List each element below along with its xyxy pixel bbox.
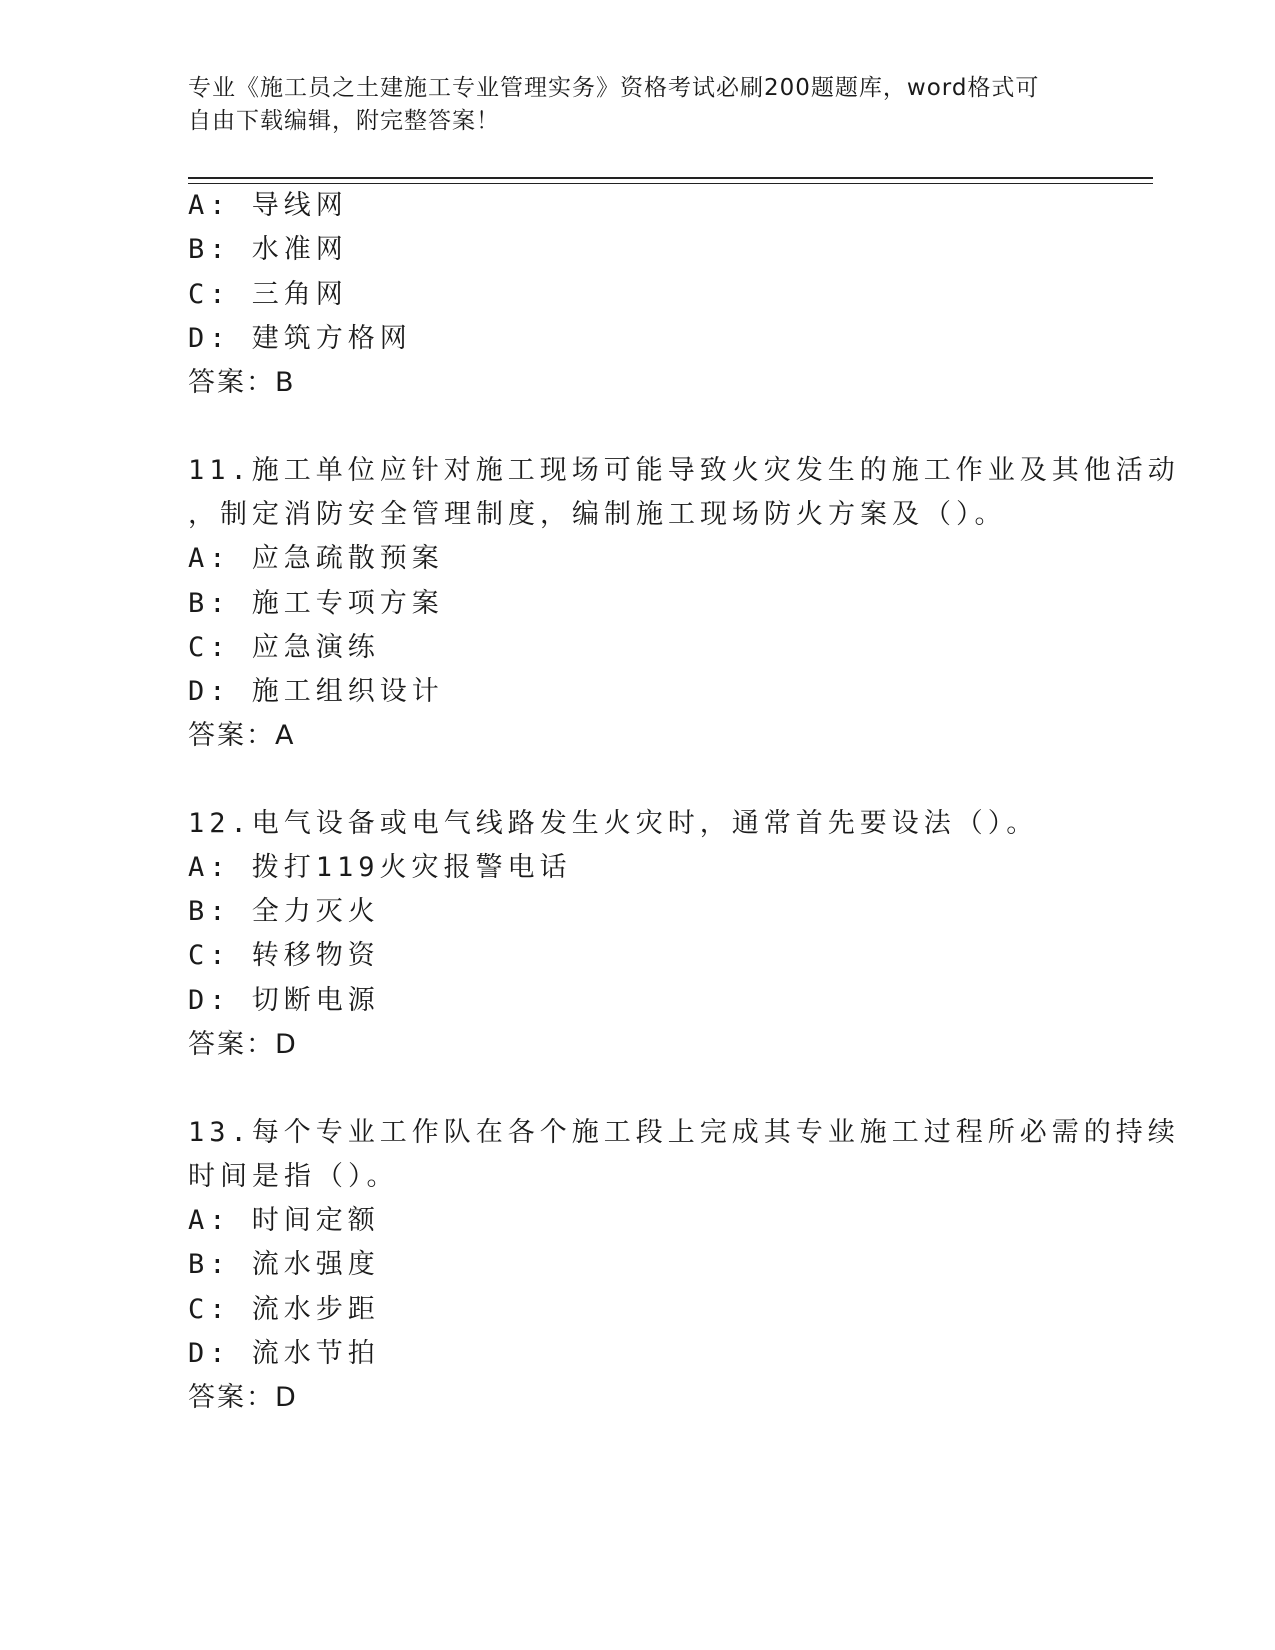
header-rule-thin xyxy=(188,183,1153,184)
q13-answer: 答案：D xyxy=(188,1382,298,1413)
q10-option-b: B: 水准网 xyxy=(188,234,348,265)
q12-option-a: A: 拨打119火灾报警电话 xyxy=(188,852,572,883)
q13-option-b: B: 流水强度 xyxy=(188,1249,380,1280)
q11-answer: 答案：A xyxy=(188,720,296,751)
q11-option-a: A: 应急疏散预案 xyxy=(188,543,444,574)
q11-stem-line-2: ，制定消防安全管理制度，编制施工现场防火方案及（）。 xyxy=(188,499,1007,530)
q13-option-a: A: 时间定额 xyxy=(188,1205,380,1236)
q13-option-d: D: 流水节拍 xyxy=(188,1338,380,1369)
header-rule-thick xyxy=(188,177,1153,179)
q10-option-d: D: 建筑方格网 xyxy=(188,323,412,354)
q10-option-c: C: 三角网 xyxy=(188,279,348,310)
q12-answer: 答案：D xyxy=(188,1029,298,1060)
q11-option-b: B: 施工专项方案 xyxy=(188,588,444,619)
header-title-line-1: 专业《施工员之土建施工专业管理实务》资格考试必刷200题题库，word格式可 xyxy=(188,75,1040,101)
header-title-line-2: 自由下载编辑，附完整答案！ xyxy=(188,108,500,134)
document-header xyxy=(188,72,1088,138)
q11-option-d: D: 施工组织设计 xyxy=(188,676,444,707)
q11-stem-line-1: 11.施工单位应针对施工现场可能导致火灾发生的施工作业及其他活动 xyxy=(188,455,1180,486)
q11-option-c: C: 应急演练 xyxy=(188,632,380,663)
q10-option-a: A: 导线网 xyxy=(188,190,348,221)
q10-answer: 答案：B xyxy=(188,367,296,398)
q12-option-c: C: 转移物资 xyxy=(188,940,380,971)
q13-stem-line-1: 13.每个专业工作队在各个施工段上完成其专业施工过程所必需的持续 xyxy=(188,1117,1180,1148)
q12-stem-line-1: 12.电气设备或电气线路发生火灾时，通常首先要设法（）。 xyxy=(188,808,1039,839)
q13-option-c: C: 流水步距 xyxy=(188,1294,380,1325)
q12-option-d: D: 切断电源 xyxy=(188,985,380,1016)
q13-stem-line-2: 时间是指（）。 xyxy=(188,1161,399,1192)
q12-option-b: B: 全力灭火 xyxy=(188,896,380,927)
